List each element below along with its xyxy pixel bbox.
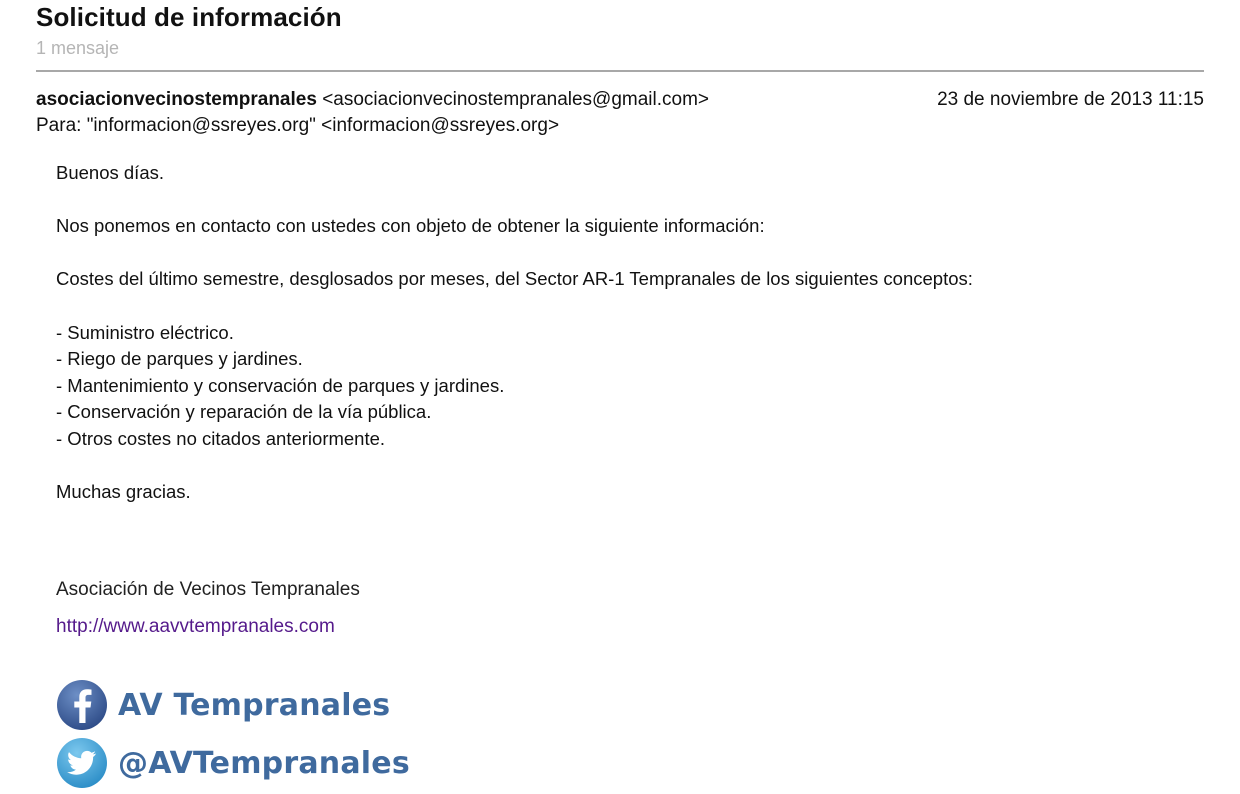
email-subject: Solicitud de información [36, 2, 342, 32]
facebook-icon [56, 679, 108, 731]
list-item: - Mantenimiento y conservación de parques y jardines. [56, 374, 505, 396]
list-item: - Riego de parques y jardines. [56, 348, 303, 370]
list-item: - Conservación y reparación de la vía pública. [56, 401, 432, 423]
body-closing: Muchas gracias. [56, 481, 191, 503]
header-divider [36, 70, 1204, 72]
facebook-label: AV Tempranales [118, 687, 391, 723]
sender-address[interactable]: <asociacionvecinostempranales@gmail.com> [322, 89, 710, 110]
list-item: - Suministro eléctrico. [56, 321, 234, 343]
signature-website-link[interactable]: http://www.aavvtempranales.com [56, 616, 335, 637]
recipient-line: Para: "informacion@ssreyes.org" <informacion@ssreyes.org> [36, 115, 560, 136]
twitter-label: @AVTempranales [118, 745, 410, 781]
sender-name[interactable]: asociacionvecinostempranales [36, 89, 317, 110]
signature-organization: Asociación de Vecinos Tempranales [56, 579, 360, 600]
message-count: 1 mensaje [36, 38, 120, 58]
twitter-icon [56, 737, 108, 789]
body-intro: Nos ponemos en contacto con ustedes con objeto de obtener la siguiente información: [56, 215, 765, 237]
twitter-link[interactable] [56, 736, 410, 790]
concept-list [56, 320, 1206, 453]
body-request: Costes del último semestre, desglosados por meses, del Sector AR-1 Tempranales de los siguientes conceptos: [56, 268, 973, 290]
list-item: - Otros costes no citados anteriormente. [56, 427, 386, 449]
email-date: 23 de noviembre de 2013 11:15 [937, 89, 1204, 110]
sender-line [36, 89, 709, 111]
facebook-link[interactable] [56, 678, 390, 732]
body-greeting: Buenos días. [56, 162, 164, 183]
email-body [56, 160, 1206, 506]
